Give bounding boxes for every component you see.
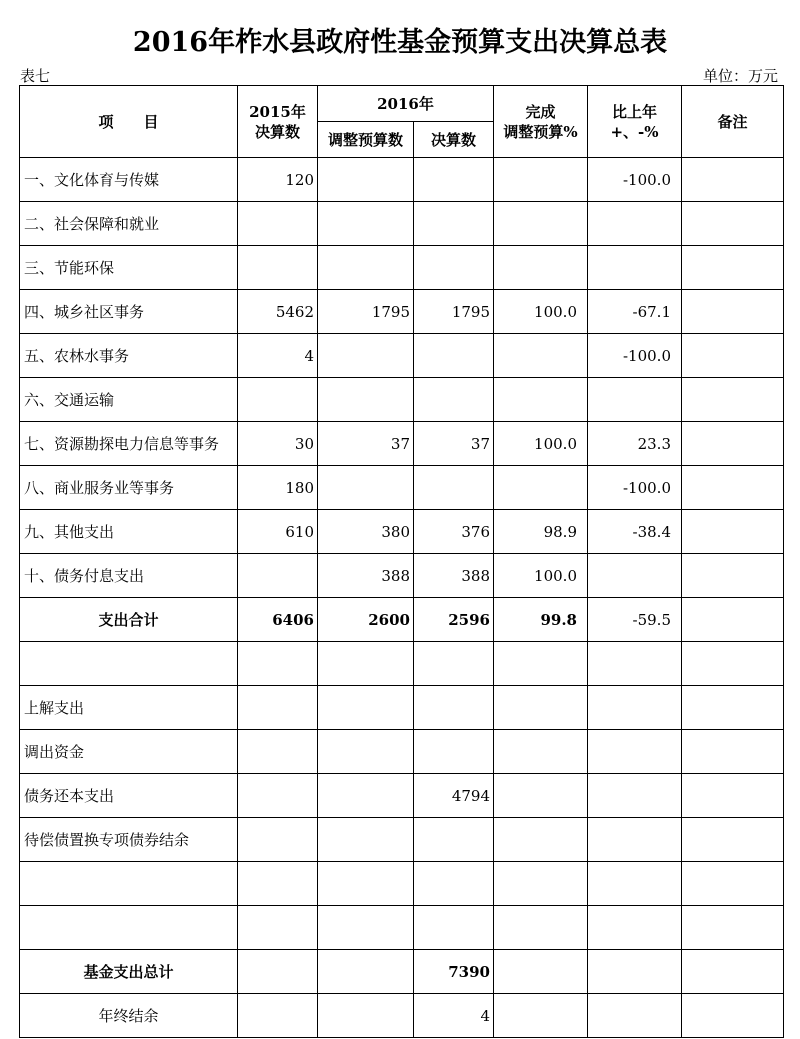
header-prev-line2: 决算数 <box>254 122 300 141</box>
change-cell: -38.4 <box>588 510 682 554</box>
adjusted-budget-cell <box>318 378 414 422</box>
prev-year-cell: 4 <box>238 334 318 378</box>
page-title: 2016年柞水县政府性基金预算支出决算总表 <box>132 27 668 58</box>
remark-cell <box>682 642 784 686</box>
remark-cell <box>682 730 784 774</box>
unit-label: 单位：万元 <box>702 67 778 85</box>
prev-year-cell <box>238 686 318 730</box>
completion-cell <box>494 950 588 994</box>
prev-year-cell: 120 <box>238 158 318 202</box>
adjusted-budget-cell <box>318 158 414 202</box>
table-row <box>20 686 784 730</box>
prev-year-cell <box>238 378 318 422</box>
header-item: 项 目 <box>20 86 238 158</box>
table-row <box>20 818 784 862</box>
completion-cell <box>494 202 588 246</box>
header-year-group: 2016年 <box>318 86 494 122</box>
table-row <box>20 334 784 378</box>
change-cell: -59.5 <box>588 598 682 642</box>
adjusted-budget-cell <box>318 730 414 774</box>
remark-cell <box>682 818 784 862</box>
final-accounts-cell: 4 <box>414 994 494 1038</box>
item-name-cell: 二、社会保障和就业 <box>20 202 238 246</box>
final-accounts-cell <box>414 378 494 422</box>
change-cell <box>588 774 682 818</box>
item-name-cell <box>20 862 238 906</box>
item-name-cell: 待偿债置换专项债券结余 <box>20 818 238 862</box>
final-accounts-cell <box>414 158 494 202</box>
completion-cell <box>494 730 588 774</box>
adjusted-budget-cell <box>318 246 414 290</box>
change-cell <box>588 246 682 290</box>
prev-year-cell <box>238 994 318 1038</box>
completion-cell: 99.8 <box>494 598 588 642</box>
table-row <box>20 950 784 994</box>
completion-cell: 98.9 <box>494 510 588 554</box>
change-cell <box>588 818 682 862</box>
adjusted-budget-cell <box>318 642 414 686</box>
completion-cell <box>494 994 588 1038</box>
item-name-cell: 上解支出 <box>20 686 238 730</box>
remark-cell <box>682 466 784 510</box>
adjusted-budget-cell: 2600 <box>318 598 414 642</box>
item-name-cell: 调出资金 <box>20 730 238 774</box>
table-row <box>20 598 784 642</box>
prev-year-cell: 5462 <box>238 290 318 334</box>
table-row <box>20 202 784 246</box>
remark-cell <box>682 774 784 818</box>
remark-cell <box>682 994 784 1038</box>
completion-cell <box>494 334 588 378</box>
item-name-cell: 九、其他支出 <box>20 510 238 554</box>
final-accounts-cell: 4794 <box>414 774 494 818</box>
completion-cell <box>494 906 588 950</box>
final-accounts-cell <box>414 818 494 862</box>
table-row <box>20 510 784 554</box>
adjusted-budget-cell <box>318 334 414 378</box>
item-name-cell: 三、节能环保 <box>20 246 238 290</box>
change-cell <box>588 994 682 1038</box>
adjusted-budget-cell: 37 <box>318 422 414 466</box>
adjusted-budget-cell <box>318 994 414 1038</box>
remark-cell <box>682 202 784 246</box>
prev-year-cell <box>238 862 318 906</box>
remark-cell <box>682 158 784 202</box>
completion-cell <box>494 158 588 202</box>
change-cell <box>588 950 682 994</box>
remark-cell <box>682 378 784 422</box>
final-accounts-cell: 1795 <box>414 290 494 334</box>
table-row <box>20 466 784 510</box>
final-accounts-cell <box>414 334 494 378</box>
table-row <box>20 422 784 466</box>
change-cell: -100.0 <box>588 158 682 202</box>
prev-year-cell <box>238 730 318 774</box>
item-name-cell: 八、商业服务业等事务 <box>20 466 238 510</box>
adjusted-budget-cell <box>318 950 414 994</box>
change-cell <box>588 554 682 598</box>
item-name-cell <box>20 642 238 686</box>
item-name-cell: 一、文化体育与传媒 <box>20 158 238 202</box>
table-row <box>20 554 784 598</box>
table-row <box>20 730 784 774</box>
final-accounts-cell: 2596 <box>414 598 494 642</box>
table-row <box>20 290 784 334</box>
final-accounts-cell <box>414 730 494 774</box>
header-remarks: 备注 <box>682 86 784 158</box>
header-completion-line1: 完成 <box>525 102 556 121</box>
final-accounts-cell <box>414 466 494 510</box>
prev-year-cell: 30 <box>238 422 318 466</box>
item-name-cell: 五、农林水事务 <box>20 334 238 378</box>
change-cell <box>588 862 682 906</box>
change-cell: 23.3 <box>588 422 682 466</box>
completion-cell: 100.0 <box>494 422 588 466</box>
change-cell <box>588 378 682 422</box>
table-row <box>20 642 784 686</box>
table-row <box>20 994 784 1038</box>
final-accounts-cell <box>414 642 494 686</box>
adjusted-budget-cell <box>318 466 414 510</box>
change-cell: -67.1 <box>588 290 682 334</box>
prev-year-cell <box>238 246 318 290</box>
prev-year-cell <box>238 906 318 950</box>
table-row <box>20 906 784 950</box>
remark-cell <box>682 554 784 598</box>
remark-cell <box>682 950 784 994</box>
adjusted-budget-cell: 1795 <box>318 290 414 334</box>
item-name-cell: 十、债务付息支出 <box>20 554 238 598</box>
prev-year-cell <box>238 642 318 686</box>
table-row <box>20 378 784 422</box>
adjusted-budget-cell <box>318 686 414 730</box>
remark-cell <box>682 686 784 730</box>
change-cell <box>588 906 682 950</box>
remark-cell <box>682 862 784 906</box>
completion-cell: 100.0 <box>494 290 588 334</box>
final-accounts-cell <box>414 862 494 906</box>
completion-cell: 100.0 <box>494 554 588 598</box>
completion-cell <box>494 378 588 422</box>
prev-year-cell: 610 <box>238 510 318 554</box>
table-row <box>20 862 784 906</box>
header-completion-line2: 调整预算% <box>503 122 578 141</box>
final-accounts-cell: 7390 <box>414 950 494 994</box>
completion-cell <box>494 466 588 510</box>
prev-year-cell <box>238 202 318 246</box>
adjusted-budget-cell <box>318 774 414 818</box>
change-cell <box>588 642 682 686</box>
prev-year-cell <box>238 950 318 994</box>
final-accounts-cell: 388 <box>414 554 494 598</box>
completion-cell <box>494 246 588 290</box>
remark-cell <box>682 290 784 334</box>
item-name-cell: 支出合计 <box>20 598 238 642</box>
table-row <box>20 158 784 202</box>
table-row <box>20 774 784 818</box>
final-accounts-cell: 37 <box>414 422 494 466</box>
completion-cell <box>494 818 588 862</box>
item-name-cell: 四、城乡社区事务 <box>20 290 238 334</box>
completion-cell <box>494 686 588 730</box>
header-change <box>588 86 682 158</box>
change-cell <box>588 730 682 774</box>
final-accounts-cell <box>414 686 494 730</box>
final-accounts-cell: 376 <box>414 510 494 554</box>
remark-cell <box>682 246 784 290</box>
remark-cell <box>682 334 784 378</box>
prev-year-cell: 6406 <box>238 598 318 642</box>
item-name-cell: 六、交通运输 <box>20 378 238 422</box>
remark-cell <box>682 598 784 642</box>
completion-cell <box>494 774 588 818</box>
adjusted-budget-cell <box>318 818 414 862</box>
prev-year-cell <box>238 774 318 818</box>
final-accounts-cell <box>414 906 494 950</box>
item-name-cell: 年终结余 <box>20 994 238 1038</box>
change-cell: -100.0 <box>588 334 682 378</box>
expenditure-table <box>19 85 784 1038</box>
adjusted-budget-cell <box>318 862 414 906</box>
remark-cell <box>682 422 784 466</box>
header-prev-year <box>238 86 318 158</box>
item-name-cell <box>20 906 238 950</box>
table-id: 表七 <box>20 67 51 85</box>
completion-cell <box>494 862 588 906</box>
change-cell <box>588 686 682 730</box>
adjusted-budget-cell: 388 <box>318 554 414 598</box>
adjusted-budget-cell: 380 <box>318 510 414 554</box>
header-change-line2: +、-% <box>610 122 659 141</box>
remark-cell <box>682 510 784 554</box>
adjusted-budget-cell <box>318 202 414 246</box>
change-cell <box>588 202 682 246</box>
completion-cell <box>494 642 588 686</box>
final-accounts-cell <box>414 202 494 246</box>
item-name-cell: 债务还本支出 <box>20 774 238 818</box>
header-adjusted-budget: 调整预算数 <box>318 122 414 158</box>
adjusted-budget-cell <box>318 906 414 950</box>
remark-cell <box>682 906 784 950</box>
item-name-cell: 七、资源勘探电力信息等事务 <box>20 422 238 466</box>
header-completion <box>494 86 588 158</box>
prev-year-cell <box>238 554 318 598</box>
prev-year-cell <box>238 818 318 862</box>
header-prev-line1: 2015年 <box>249 102 306 121</box>
item-name-cell: 基金支出总计 <box>20 950 238 994</box>
final-accounts-cell <box>414 246 494 290</box>
table-row <box>20 246 784 290</box>
header-change-line1: 比上年 <box>611 102 657 121</box>
change-cell: -100.0 <box>588 466 682 510</box>
header-final-accounts: 决算数 <box>414 122 494 158</box>
prev-year-cell: 180 <box>238 466 318 510</box>
